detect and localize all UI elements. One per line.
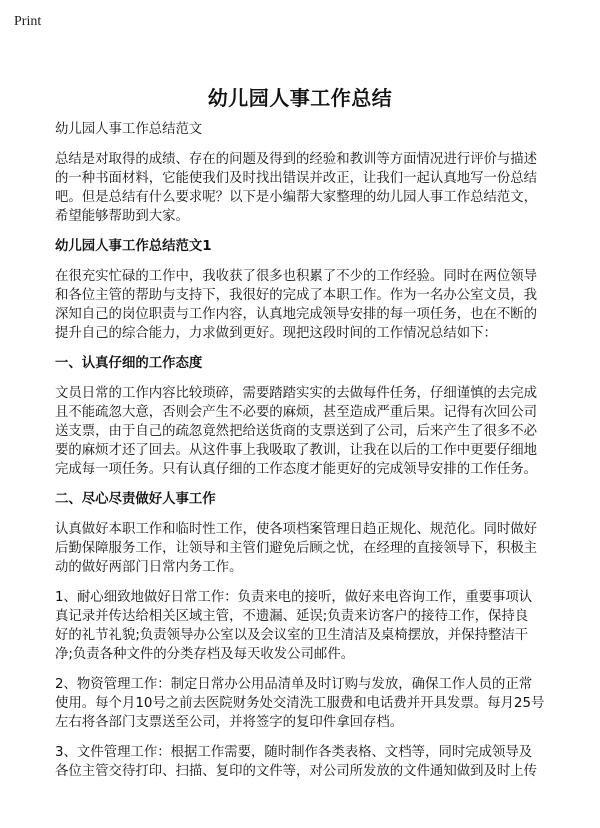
section-heading [55,237,555,256]
text-line: 总结是对取得的成绩、存在的问题及得到的经验和教训等方面情况进行评价与描述 [55,152,538,167]
paragraph [55,743,555,781]
text-line: 和各位主管的帮助与支持下，我很好的完成了本职工作。作为一名办公室文员，我 [55,288,538,303]
text-line: 完成每一项任务。只有认真仔细的工作态度才能更好的完成领导安排的工作任务。 [55,462,538,477]
text-line: 送支票，由于自己的疏忽竟然把给送货商的支票送到了公司，后来产生了很多不必 [55,424,538,439]
text-line: 幼儿园人事工作总结范文1 [55,239,212,254]
text-line: 要的麻烦才还了回去。从这件事上我吸取了教训，让我在以后的工作中更要仔细地 [55,443,538,458]
paragraph [55,120,555,139]
text-line: 认真做好本职工作和临时性工作，使各项档案管理日趋正规化、规范化。同时做好 [55,522,538,537]
text-line: 一、认真仔细的工作态度 [55,356,203,371]
text-line: 各位主管交待打印、扫描、复印的文件等，对公司所发放的文件通知做到及时上传 [55,764,538,779]
paragraph [55,588,555,664]
paragraph [55,520,555,577]
section-heading [55,490,555,509]
text-line: 在很充实忙碌的工作中，我收获了很多也积累了不少的工作经验。同时在两位领导 [55,269,538,284]
document-body [55,120,555,792]
text-line: 净;负责各种文件的分类存档及每天收发公司邮件。 [55,647,355,662]
paragraph [55,267,555,343]
text-line: 提升自己的综合能力，力求做到更好。现把这段时间的工作情况总结如下： [55,326,497,341]
text-line: 后勤保障服务工作，让领导和主管们避免后顾之忧，在经理的直接领导下，积极主 [55,541,538,556]
text-line: 3、文件管理工作：根据工作需要，随时制作各类表格、文档等，同时完成领导及 [55,745,533,760]
section-heading [55,354,555,373]
text-line: 深知自己的岗位职责与工作内容，认真地完成领导安排的每一项任务，也在不断的 [55,307,538,322]
text-line: 左右将各部门支票送至公司，并将签字的复印件拿回存档。 [55,715,404,730]
text-line: 的一种书面材料，它能使我们及时找出错误并改正，让我们一起认真地写一份总结 [55,171,538,186]
paragraph [55,384,555,479]
text-line: 使用。每个月10号之前去医院财务处交清洗工服费和电话费并开具发票。每月25号 [55,696,545,711]
paragraph [55,150,555,226]
text-line: 吧。但是总结有什么要求呢？以下是小编帮大家整理的幼儿园人事工作总结范文， [55,190,538,205]
paragraph [55,675,555,732]
document-title: 幼儿园人事工作总结 [207,86,393,110]
text-line: 动的做好两部门日常内务工作。 [55,560,243,575]
text-line: 1、耐心细致地做好日常工作：负责来电的接听，做好来电咨询工作，重要事项认 [55,590,533,605]
text-line: 2、物资管理工作：制定日常办公用品清单及时订购与发放，确保工作人员的正常 [55,677,533,692]
text-line: 二、尽心尽责做好人事工作 [55,492,216,507]
text-line: 文员日常的工作内容比较琐碎，需要踏踏实实的去做每件任务，仔细谨慎的去完成 [55,386,538,401]
text-line: 真记录并传达给相关区域主管，不遗漏、延误;负责来访客户的接待工作，保持良 [55,609,529,624]
text-line: 幼儿园人事工作总结范文 [55,122,203,137]
text-line: 且不能疏忽大意，否则会产生不必要的麻烦，甚至造成严重后果。记得有次回公司 [55,405,538,420]
print-link[interactable]: Print [14,14,42,29]
text-line: 希望能够帮助到大家。 [55,209,189,224]
text-line: 好的礼节礼貌;负责领导办公室以及会议室的卫生清洁及桌椅摆放，并保持整洁干 [55,628,529,643]
